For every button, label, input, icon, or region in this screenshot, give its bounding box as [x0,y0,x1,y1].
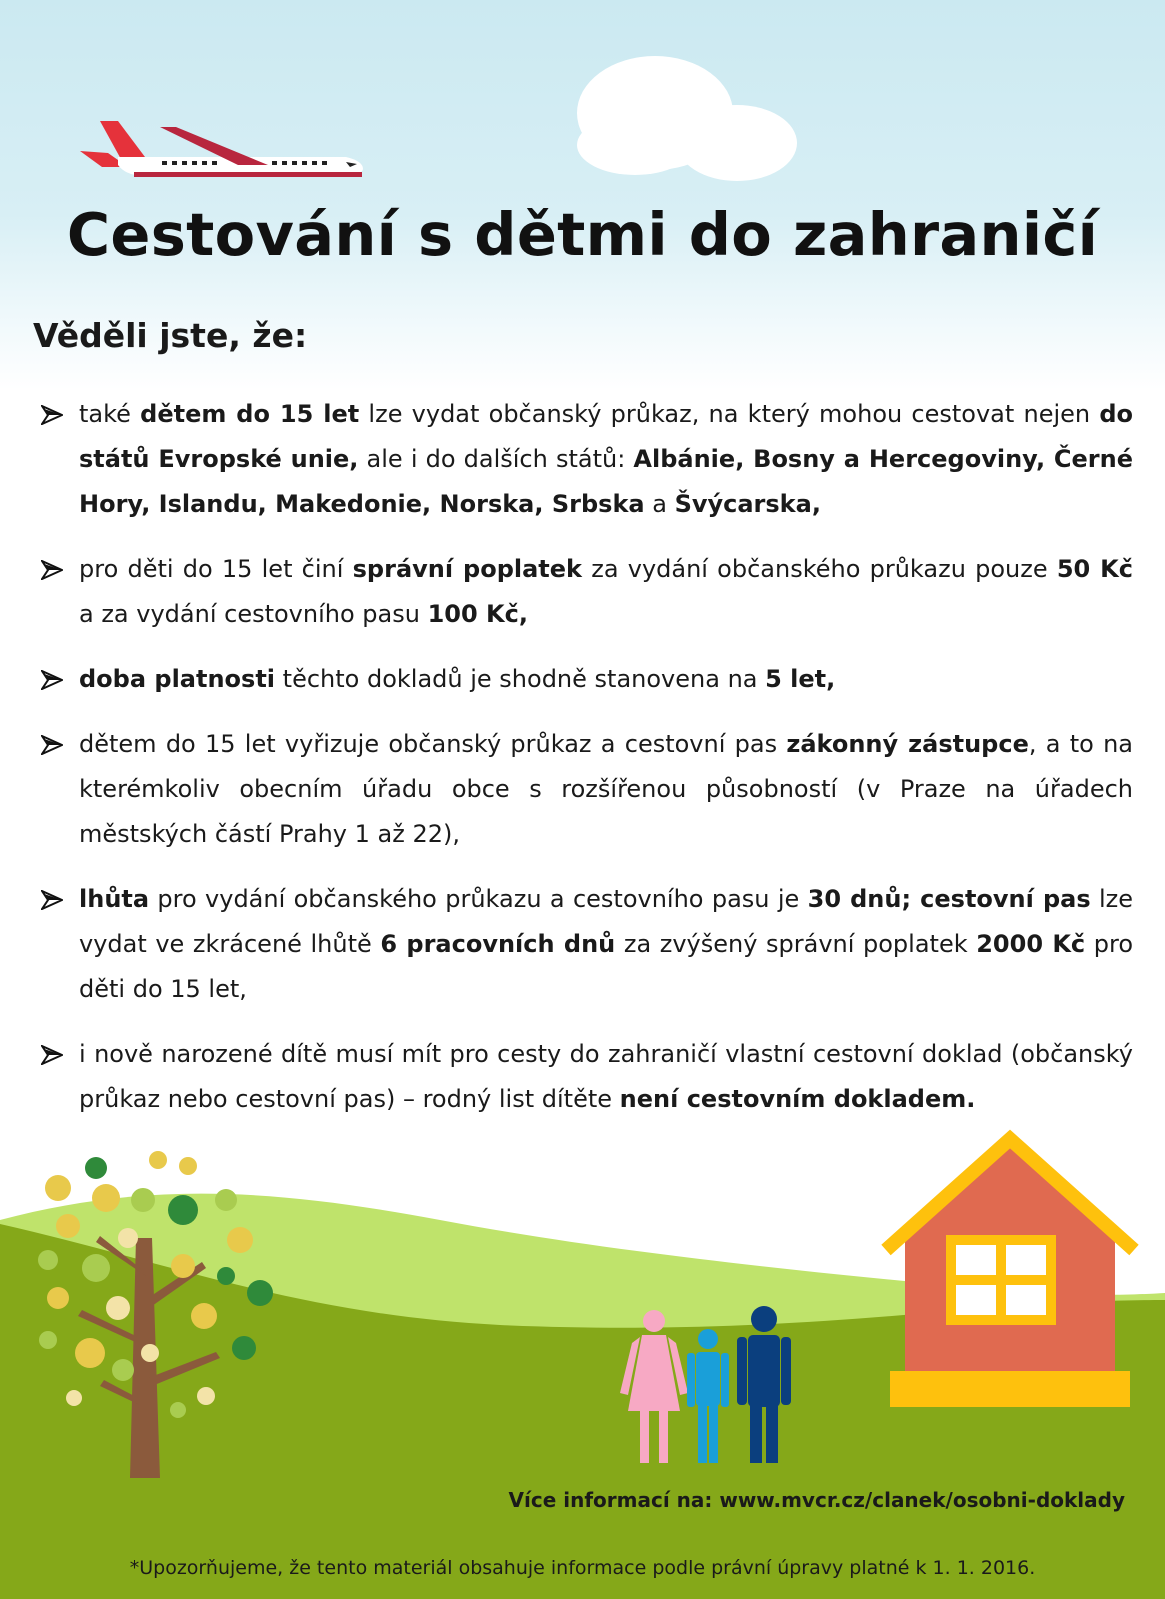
fact-emphasis: Albánie, Bosny a Hercegoviny, Černé Hory, Islandu, Makedonie, Norska, Srbska [79,445,1134,518]
house-icon [880,1125,1140,1427]
page-title: Cestování s dětmi do zahraničí [66,200,1099,269]
fact-emphasis: lhůta [79,885,150,913]
facts-list [41,392,1133,1122]
arrow-bullet-icon [41,670,63,690]
arrow-bullet-icon [41,560,63,580]
fact-item [41,877,1133,1012]
fact-text: dětem do 15 let vyřizuje občanský průkaz a cestovní pas [79,730,787,758]
fact-emphasis: doba platnosti [79,665,276,693]
fact-emphasis: 5 let, [765,665,836,693]
family-icon [612,1305,812,1465]
fact-text: lze vydat občanský průkaz, na který mohou cestovat nejen [359,400,1100,428]
fact-emphasis: dětem do 15 let [140,400,360,428]
fact-emphasis: 6 pracovních dnů [380,930,616,958]
woman-icon [620,1310,688,1463]
fact-item [41,657,1133,702]
fact-text: a [644,490,675,518]
arrow-bullet-icon [41,735,63,755]
fact-emphasis: do států Evropské unie, [79,400,1134,473]
arrow-bullet-icon [41,405,63,425]
child-icon [687,1329,729,1463]
fact-text: i nově narozené dítě musí mít pro cesty do zahraničí vlastní cestovní doklad (občanský průkaz nebo cestovní pas) – rodný list dítěte [79,1040,1133,1113]
fact-text: pro děti do 15 let, [79,930,1134,1003]
more-info-link[interactable]: Více informací na: www.mvcr.cz/clanek/osobni-doklady [508,1488,1125,1512]
fact-item [41,392,1133,527]
fact-emphasis: zákonný zástupce [786,730,1029,758]
fact-emphasis: 50 Kč [1056,555,1134,583]
fact-text: ale i do dalších států: [358,445,634,473]
fact-emphasis: 30 dnů; cestovní pas [807,885,1091,913]
fact-text: za vydání občanského průkazu pouze [582,555,1057,583]
cloud-icon [575,55,805,185]
fact-text: pro vydání občanského průkazu a cestovního pasu je [149,885,808,913]
fact-emphasis: Švýcarska, [674,490,821,518]
arrow-bullet-icon [41,1045,63,1065]
tree-icon [28,1148,290,1493]
arrow-bullet-icon [41,890,63,910]
fact-item [41,1032,1133,1122]
fact-text: také [79,400,141,428]
fact-emphasis: správní poplatek [352,555,583,583]
subtitle: Věděli jste, že: [33,316,308,355]
fact-text: těchto dokladů je shodně stanovena na [275,665,766,693]
fact-emphasis: není cestovním dokladem. [619,1085,976,1113]
fact-text: za zvýšený správní poplatek [615,930,977,958]
fact-text: , a to na kterémkoliv obecním úřadu obce s rozšířenou působností (v Praze na úřadech městských částí Prahy 1 až 22), [79,730,1134,848]
fact-text: a za vydání cestovního pasu [79,600,428,628]
airplane-icon [78,115,368,185]
fact-item [41,722,1133,857]
fact-item [41,547,1133,637]
fact-text: lze vydat ve zkrácené lhůtě [79,885,1133,958]
fact-text: pro děti do 15 let činí [79,555,353,583]
fact-emphasis: 2000 Kč [976,930,1086,958]
fact-emphasis: 100 Kč, [427,600,528,628]
footnote: *Upozorňujeme, že tento materiál obsahuje informace podle právní úpravy platné k 1. 1. 2016. [129,1557,1036,1579]
man-icon [737,1306,791,1463]
